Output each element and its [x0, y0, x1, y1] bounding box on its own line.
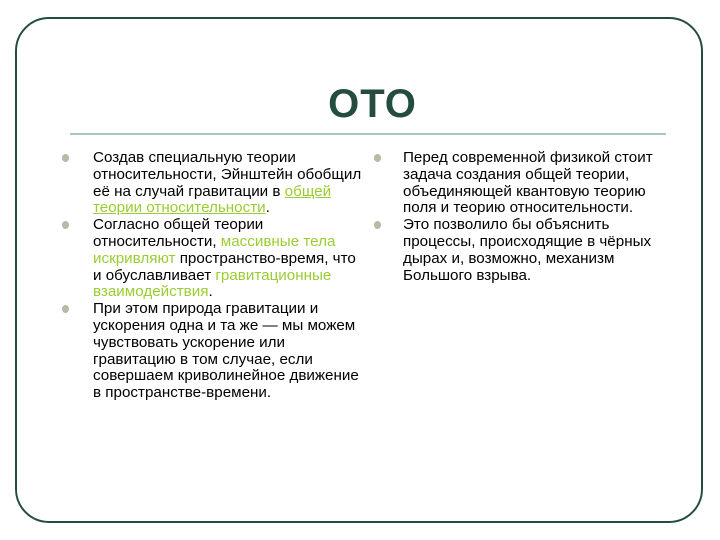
bullet-dot-icon	[374, 221, 381, 229]
bullet-item	[62, 150, 362, 217]
bullet-text-end: .	[208, 283, 213, 301]
bullet-text: Согласно общей теории относительности,	[93, 216, 264, 250]
highlight-gravitational-interactions: гравитационные взаимодействия	[93, 266, 332, 301]
bullet-dot-icon	[62, 305, 69, 313]
bullet-dot-icon	[374, 154, 381, 162]
bullet-dot-icon	[62, 154, 69, 162]
highlight-massive-bodies: массивные тела искривляют	[93, 232, 336, 267]
bullet-text: Перед современной физикой стоит задача создания общей теории, объединяющей квантовую теорию поля и теорию относительности.	[403, 149, 653, 217]
link-general-relativity[interactable]: общей теории относительности	[93, 182, 332, 217]
bullet-dot-icon	[62, 221, 69, 229]
bullet-text: Это позволило бы объяснить процессы, происходящие в чёрных дырах и, возможно, механизм Большого взрыва.	[403, 216, 652, 284]
bullet-text-middle: пространство-время, что и обуславливает	[93, 249, 356, 284]
bullet-item	[62, 301, 362, 402]
bullet-item	[374, 150, 674, 217]
bullet-text: При этом природа гравитации и ускорения одна и та же — мы можем чувствовать ускорение или гравитацию в том случае, если совершаем криволинейное движение в пространстве-времени.	[93, 300, 359, 402]
left-bullet-list	[62, 150, 362, 402]
slide-title: ОТО	[328, 82, 417, 126]
bullet-item	[374, 217, 674, 284]
title-divider	[70, 133, 666, 135]
bullet-text-end: .	[265, 199, 270, 217]
bullet-text: Создав специальную теории относительности, Эйнштейн обобщил её на случай гравитации в	[93, 149, 362, 200]
bullet-item	[62, 217, 362, 301]
right-bullet-list	[374, 150, 674, 284]
